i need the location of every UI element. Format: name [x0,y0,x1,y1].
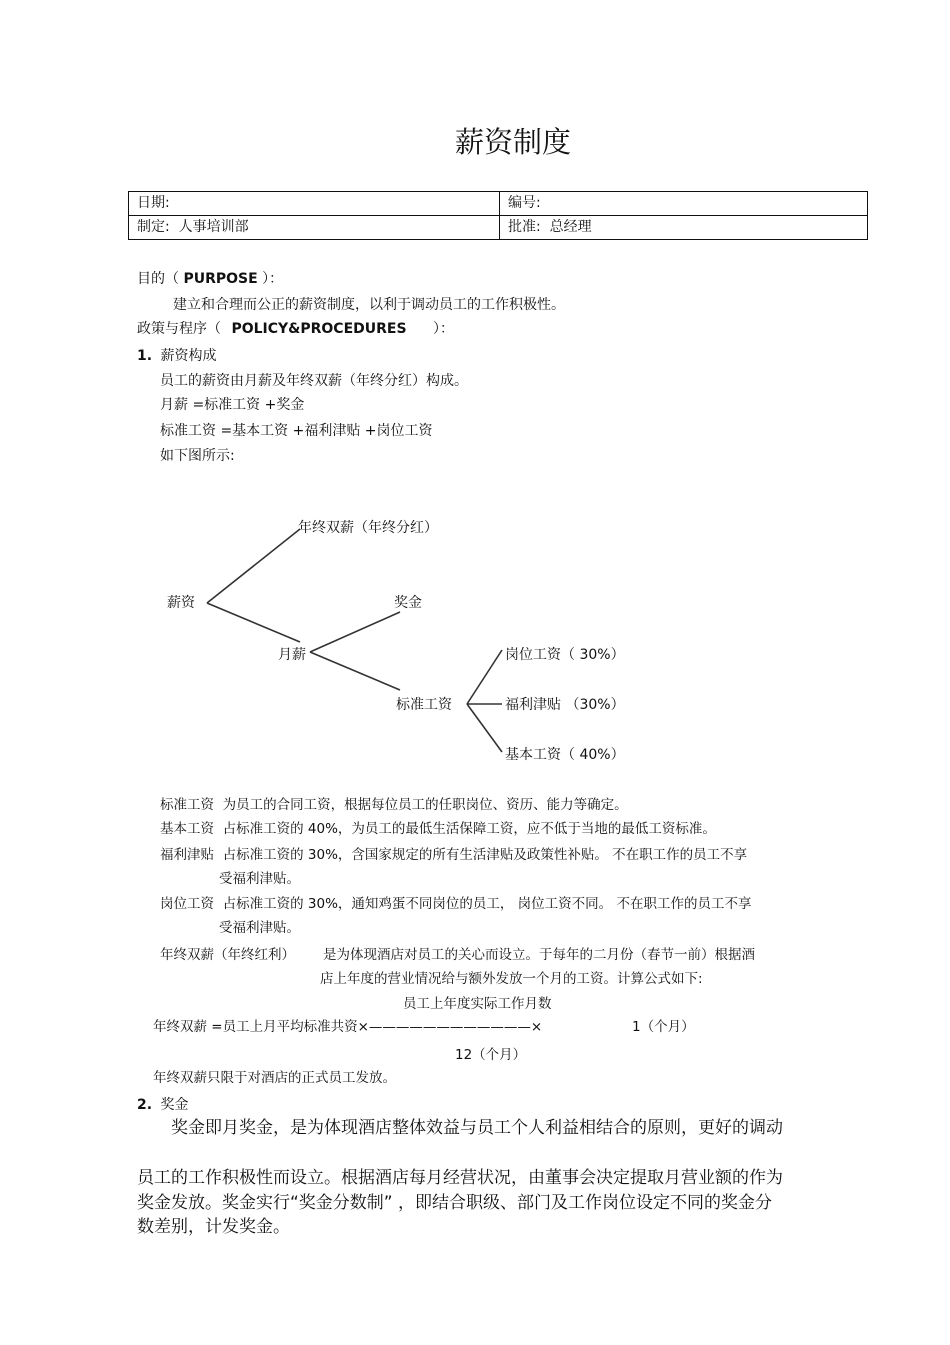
section2-number: 2. [137,1097,153,1113]
definition-desc: 为员工的合同工资，根据每位员工的任职岗位、资历、能力等确定。 [222,797,628,813]
section1-line: 员工的薪资由月薪及年终双薪（年终分红）构成。 [160,373,468,389]
node-salary: 薪资 [167,595,195,611]
formula-main: 年终双薪 =员工上月平均标准共资×————————————× [153,1019,543,1035]
node-position: 岗位工资（ 30%） [505,647,625,663]
section2-paragraph-line: 数差别，计发奖金。 [137,1217,290,1237]
approved-value: 总经理 [549,219,592,235]
connector-line [467,704,502,752]
definition-term: 福利津贴 [160,847,214,863]
definition-desc: 占标准工资的 30%，通知鸡蛋不同岗位的员工， 岗位工资不同。 不在职工作的员工不享 [222,896,752,912]
definition-item [160,895,751,913]
purpose-heading-prefix: 目的（ [137,271,179,287]
node-welfare: 福利津贴 （30%） [505,697,625,713]
section1-line: 如下图所示: [160,448,235,464]
definition-cont: 受福利津贴。 [219,871,300,887]
number-label: 编号: [508,195,541,211]
section2-paragraph-line: 奖金发放。奖金实行“奖金分数制” ，即结合职级、部门及工作岗位设定不同的奖金分 [137,1193,773,1213]
node-basic: 基本工资（ 40%） [505,747,625,763]
node-monthly: 月薪 [278,647,306,663]
page-title: 薪资制度 [454,125,571,159]
definition-desc: 占标准工资的 40%，为员工的最低生活保障工资，应不低于当地的最低工资标准。 [222,821,716,837]
definition-item [160,796,628,814]
year-end-note: 年终双薪只限于对酒店的正式员工发放。 [153,1070,396,1086]
section2-heading [137,1096,189,1114]
formula-denominator: 12（个月） [455,1047,527,1063]
year-end-desc: 是为体现酒店对员工的关心而设立。于每年的二月份（春节一前）根据酒 [323,947,755,963]
made-by-value: 人事培训部 [178,219,249,235]
section1-line: 标准工资 =基本工资 +福利津贴 +岗位工资 [160,423,433,439]
formula-multiplier: 1（个月） [632,1019,695,1035]
year-end-cont: 店上年度的营业情况给与额外发放一个月的工资。计算公式如下: [320,971,703,987]
definition-cont: 受福利津贴。 [219,920,300,936]
section1-title: 薪资构成 [160,348,217,364]
connector-line [207,603,300,642]
made-by-label: 制定: [137,219,170,235]
year-end-term: 年终双薪（年终红利） [160,947,295,963]
formula-numerator: 员工上年度实际工作月数 [403,996,552,1012]
definition-term: 岗位工资 [160,896,214,912]
node-bonus: 奖金 [394,595,422,611]
definition-term: 标准工资 [160,797,214,813]
policy-heading-en: POLICY&PROCEDURES [231,321,407,337]
purpose-heading-en: PURPOSE [183,271,258,287]
node-standard: 标准工资 [396,697,452,713]
purpose-heading-suffix: ）： [262,271,284,287]
section2-title: 奖金 [160,1097,189,1113]
connector-line [207,529,300,603]
date-label: 日期: [137,195,170,211]
node-year-end: 年终双薪（年终分红） [298,520,438,536]
policy-heading-prefix: 政策与程序（ [137,321,221,337]
connector-line [467,650,502,704]
section1-line: 月薪 =标准工资 +奖金 [160,397,305,413]
section2-paragraph-line: 员工的工作积极性而设立。根据酒店每月经营状况，由董事会决定提取月营业额的作为 [137,1168,783,1188]
policy-heading-suffix: ）： [433,321,455,337]
year-end-item [160,946,755,964]
section1-number: 1. [137,348,153,364]
purpose-text: 建立和合理而公正的薪资制度，以利于调动员工的工作积极性。 [173,297,565,313]
definition-item [160,846,747,864]
approved-label: 批准: [508,219,541,235]
definition-term: 基本工资 [160,821,214,837]
connector-line [310,612,400,652]
definition-desc: 占标准工资的 30%，含国家规定的所有生活津贴及政策性补贴。 不在职工作的员工不享 [222,847,748,863]
definition-item [160,820,716,838]
section2-paragraph-line: 奖金即月奖金，是为体现酒店整体效益与员工个人利益相结合的原则，更好的调动 [171,1118,783,1138]
connector-line [310,652,400,690]
